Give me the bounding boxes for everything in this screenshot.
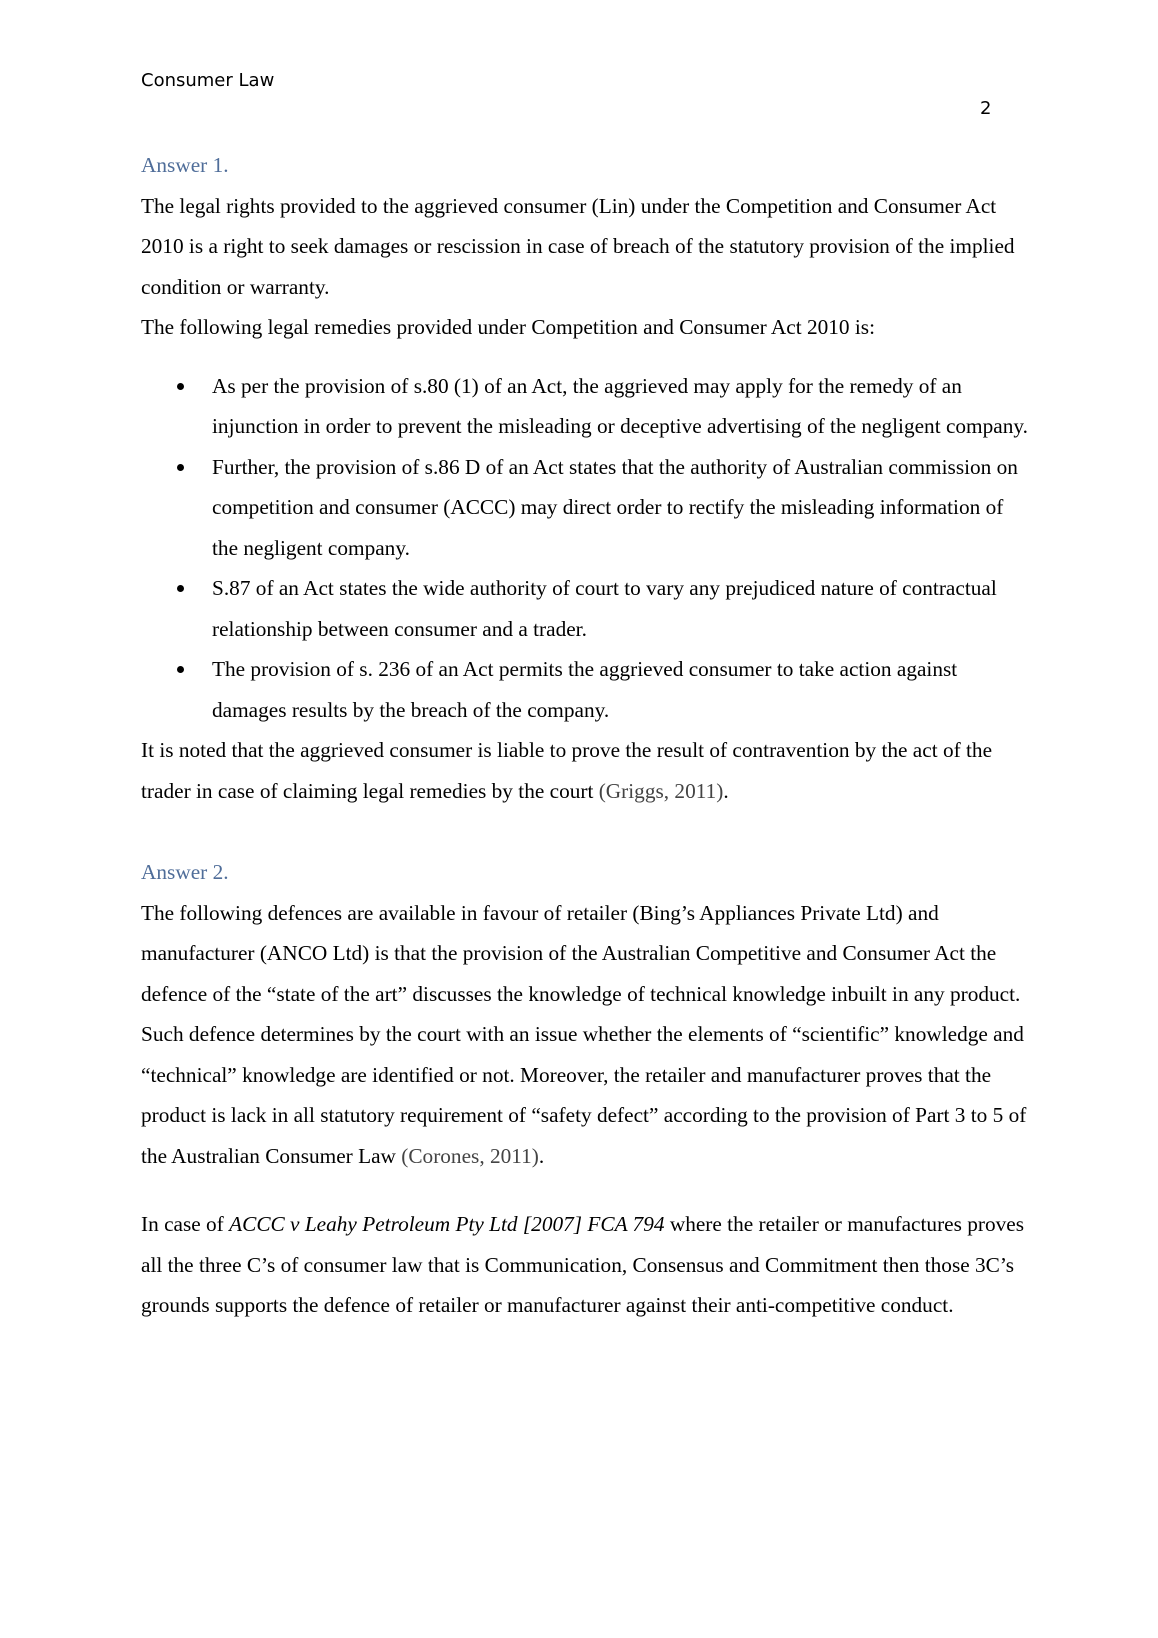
answer-2-paragraph	[141, 893, 1031, 1177]
case-prefix: In case of	[141, 1212, 230, 1236]
remedies-list	[141, 366, 1031, 731]
list-item	[141, 649, 1031, 730]
document-body	[141, 145, 1031, 1326]
list-item	[141, 568, 1031, 649]
conclusion-end: .	[723, 778, 729, 803]
running-header-title: Consumer Law	[141, 70, 275, 91]
case-text: where the retailer or manufactures proves all the three C’s of consumer law that is Communication, Consensus and Commitment then those 3C’s grounds supports the defence of retailer or manufacturer against their anti-competitive conduct.	[141, 1212, 1025, 1317]
bullet-icon	[177, 666, 184, 673]
list-item-text: Further, the provision of s.86 D of an Act states that the authority of Australian commission on competition and consumer (ACCC) may direct order to rectify the misleading information of the negligent company.	[212, 454, 1018, 560]
citation-griggs: (Griggs, 2011)	[598, 778, 724, 803]
answer-2-paragraph-text: The following defences are available in favour of retailer (Bing’s Appliances Private Ltd) and manufacturer (ANCO Ltd) is that the provision of the Australian Competitive and Consumer Act the defence of the “state of the art” discusses the knowledge of technical knowledge inbuilt in any product. Such defence determines by the court with an issue whether the elements of “scientific” knowledge and “technical” knowledge are identified or not. Moreover, the retailer and manufacturer proves that the product is lack in all statutory requirement of “safety defect” according to the provision of Part 3 to 5 of the Australian Consumer Law	[141, 900, 1027, 1168]
list-item	[141, 447, 1031, 569]
conclusion-text: It is noted that the aggrieved consumer is liable to prove the result of contravention by the act of the trader in case of claiming legal remedies by the court	[141, 738, 993, 803]
list-item	[141, 366, 1031, 447]
answer-1-conclusion	[141, 730, 1031, 811]
case-name: ACCC v Leahy Petroleum Pty Ltd [2007] FCA 794	[229, 1212, 665, 1236]
answer-2-paragraph-end: .	[538, 1143, 545, 1168]
citation-corones: (Corones, 2011)	[401, 1143, 539, 1168]
bullet-icon	[177, 383, 184, 390]
list-item-text: The provision of s. 236 of an Act permits the aggrieved consumer to take action against damages results by the breach of the company.	[212, 657, 958, 722]
bullet-icon	[177, 464, 184, 471]
answer-2-case-paragraph	[141, 1204, 1031, 1326]
answer-1-heading: Answer 1.	[141, 153, 229, 177]
answer-2-heading: Answer 2.	[141, 860, 229, 884]
page-number: 2	[980, 98, 992, 119]
list-item-text: S.87 of an Act states the wide authority of court to vary any prejudiced nature of contractual relationship between consumer and a trader.	[212, 576, 997, 641]
list-item-text: As per the provision of s.80 (1) of an Act, the aggrieved may apply for the remedy of an injunction in order to prevent the misleading or deceptive advertising of the negligent company.	[212, 373, 1028, 438]
answer-1-intro-paragraph: The legal rights provided to the aggrieved consumer (Lin) under the Competition and Consumer Act 2010 is a right to seek damages or rescission in case of breach of the statutory provision of the implied condition or warranty.	[141, 193, 1015, 299]
bullet-icon	[177, 585, 184, 592]
answer-1-remedies-intro: The following legal remedies provided under Competition and Consumer Act 2010 is:	[141, 315, 876, 339]
